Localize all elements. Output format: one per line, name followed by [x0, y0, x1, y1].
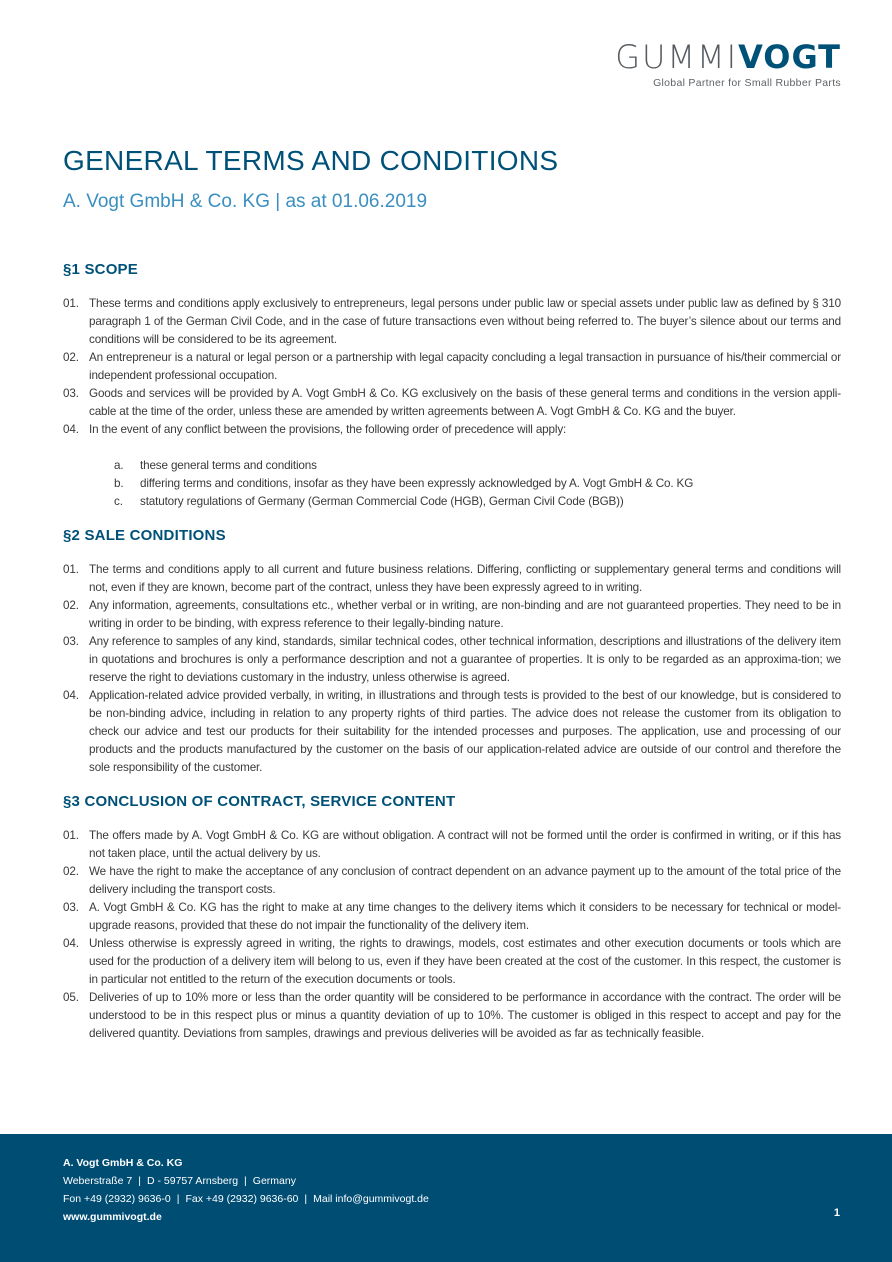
logo-wordmark: [615, 40, 841, 74]
footer-company: A. Vogt GmbH & Co. KG: [63, 1157, 183, 1169]
precedence-text: statutory regulations of Germany (German Commercial Code (HGB), German Civil Code (BGB)): [140, 495, 624, 508]
clause-item: [63, 899, 841, 935]
clause-number: 01.: [63, 297, 79, 310]
clause-text: Application-related advice provided verbally, in writing, in illustrations and through tests is provided to the best of our knowledge, but is considered to be non-binding advice, including in relation to any property rights of third parties. The advice does not release the customer from its obligation to check our advice and test our products for their suitability for the intended processes and purposes. The application, use and processing of our products and the products manufactured by the customer on the basis of our application-related advice are outside of our control and therefore the sole responsibility of the customer.: [89, 689, 841, 774]
footer-city: D - 59757 Arnsberg: [146, 1175, 239, 1187]
section-conclusion-of-contract: [63, 793, 841, 1043]
precedence-text: differing terms and conditions, insofar as they have been expressly acknowledged by A. Vogt GmbH & Co. KG: [140, 477, 694, 490]
clause-text: An entrepreneur is a natural or legal person or a partnership with legal capacity concluding a legal transaction in pursuance of his/their commercial or independent professional occupation.: [89, 351, 841, 382]
footer-separator: |: [138, 1175, 141, 1187]
clause-item: [63, 561, 841, 597]
footer-separator: |: [244, 1175, 247, 1187]
section-heading: §2 SALE CONDITIONS: [63, 527, 226, 544]
clause-item: [63, 295, 841, 349]
clause-item: [63, 597, 841, 633]
clause-number: 02.: [63, 865, 79, 878]
clause-number: 04.: [63, 423, 79, 436]
clause-number: 03.: [63, 901, 79, 914]
clause-item: [63, 687, 841, 777]
clause-text: Unless otherwise is expressly agreed in writing, the rights to drawings, models, cost estimates and other execution documents or tools which are used for the production of a delivery item will belong to us, even if they have been created at the cost of the customer. In this respect, the customer is in particular not entitled to the return of the execution documents or tools.: [89, 937, 841, 986]
clause-number: 03.: [63, 635, 79, 648]
clause-number: 04.: [63, 689, 79, 702]
clause-text: Any reference to samples of any kind, standards, similar technical codes, other technical information, descriptions and illustrations of the delivery item in quotations and brochures is only a performance description and not a guarantee of properties. It is only to be regarded as an approxima-tion; we reserve the right to deviations customary in the industry, unless otherwise is agreed.: [89, 635, 841, 684]
precedence-item: [89, 493, 841, 511]
precedence-list: [89, 457, 841, 511]
clause-text: We have the right to make the acceptance of any conclusion of contract dependent on an advance payment up to the amount of the total price of the delivery including the transport costs.: [89, 865, 841, 896]
section-sale-conditions: [63, 527, 841, 777]
clause-number: 02.: [63, 351, 79, 364]
page-footer: [0, 1134, 892, 1262]
footer-country: Germany: [252, 1175, 296, 1187]
section-heading: §1 SCOPE: [63, 261, 138, 278]
clause-number: 01.: [63, 563, 79, 576]
logo-word-bold: VOGT: [738, 38, 841, 76]
clause-text: The offers made by A. Vogt GmbH & Co. KG are without obligation. A contract will not be formed until the order is confirmed in writing, or if this has not taken place, until the actual delivery by us.: [89, 829, 841, 860]
section-heading: §3 CONCLUSION OF CONTRACT, SERVICE CONTENT: [63, 793, 456, 810]
clause-item: [63, 989, 841, 1043]
footer-street: Weberstraße 7: [63, 1175, 133, 1187]
clause-item: [63, 349, 841, 385]
clause-list: [63, 295, 841, 511]
clause-item: [63, 385, 841, 421]
clause-item: [63, 935, 841, 989]
clause-text: A. Vogt GmbH & Co. KG has the right to make at any time changes to the delivery items which it considers to be necessary for technical or model-upgrade reasons, provided that these do not impair the functionality of the delivery item.: [89, 901, 841, 932]
precedence-item: [89, 457, 841, 475]
footer-mail: Mail info@gummivogt.de: [313, 1193, 429, 1205]
clause-number: 05.: [63, 991, 79, 1004]
terms-content: [63, 261, 841, 1043]
clause-text: The terms and conditions apply to all current and future business relations. Differing, conflicting or supplementary general terms and conditions will not, even if they are known, become part of the contract, unless they have been expressly agreed to in writing.: [89, 563, 841, 594]
clause-list: [63, 561, 841, 777]
precedence-item: [89, 475, 841, 493]
page-number: 1: [833, 1207, 840, 1219]
clause-item: [63, 863, 841, 899]
footer-contact: [63, 1190, 429, 1208]
clause-number: 01.: [63, 829, 79, 842]
contact-block: [63, 1154, 429, 1226]
clause-text: In the event of any conflict between the provisions, the following order of precedence will apply:: [89, 423, 567, 436]
document-subtitle: A. Vogt GmbH & Co. KG | as at 01.06.2019: [63, 191, 428, 212]
clause-text: Goods and services will be provided by A. Vogt GmbH & Co. KG exclusively on the basis of these general terms and conditions in the version appli-cable at the time of the order, unless these are amended by written agreements between A. Vogt GmbH & Co. KG and the buyer.: [89, 387, 841, 418]
section-scope: [63, 261, 841, 511]
precedence-text: these general terms and conditions: [140, 459, 317, 472]
clause-item: [63, 421, 841, 511]
clause-text: These terms and conditions apply exclusively to entrepreneurs, legal persons under public law or special assets under public law as defined by § 310 paragraph 1 of the German Civil Code, and in the case of future transactions even without being referred to. The buyer’s silence about our terms and conditions will be considered to be its agreement.: [89, 297, 841, 346]
footer-separator: |: [176, 1193, 180, 1205]
clause-number: 04.: [63, 937, 79, 950]
clause-number: 02.: [63, 599, 79, 612]
footer-separator: |: [304, 1193, 308, 1205]
footer-address: [63, 1172, 429, 1190]
precedence-letter: a.: [114, 459, 124, 472]
clause-item: [63, 827, 841, 863]
footer-website: www.gummivogt.de: [63, 1211, 162, 1223]
precedence-letter: b.: [114, 477, 124, 490]
clause-list: [63, 827, 841, 1043]
logo-tagline: Global Partner for Small Rubber Parts: [653, 77, 841, 89]
precedence-letter: c.: [114, 495, 123, 508]
clause-number: 03.: [63, 387, 79, 400]
logo-word-light: GUMMI: [615, 38, 739, 76]
clause-text: Deliveries of up to 10% more or less than the order quantity will be considered to be performance in accordance with the contract. The order will be understood to be in this respect plus or minus a quantity deviation of up to 10%. The customer is obliged in this respect to accept and pay for the delivered quantity. Deviations from samples, drawings and previous deliveries will be avoided as far as technically feasible.: [89, 991, 841, 1040]
clause-text: Any information, agreements, consultations etc., whether verbal or in writing, are non-binding and are not guaranteed properties. They need to be in writing in order to be binding, with express reference to their legally-binding nature.: [89, 599, 841, 630]
document-title: GENERAL TERMS AND CONDITIONS: [63, 145, 559, 176]
footer-phone: Fon +49 (2932) 9636-0: [63, 1193, 171, 1205]
footer-fax: Fax +49 (2932) 9636-60: [185, 1193, 299, 1205]
clause-item: [63, 633, 841, 687]
brand-logo: [615, 40, 841, 89]
